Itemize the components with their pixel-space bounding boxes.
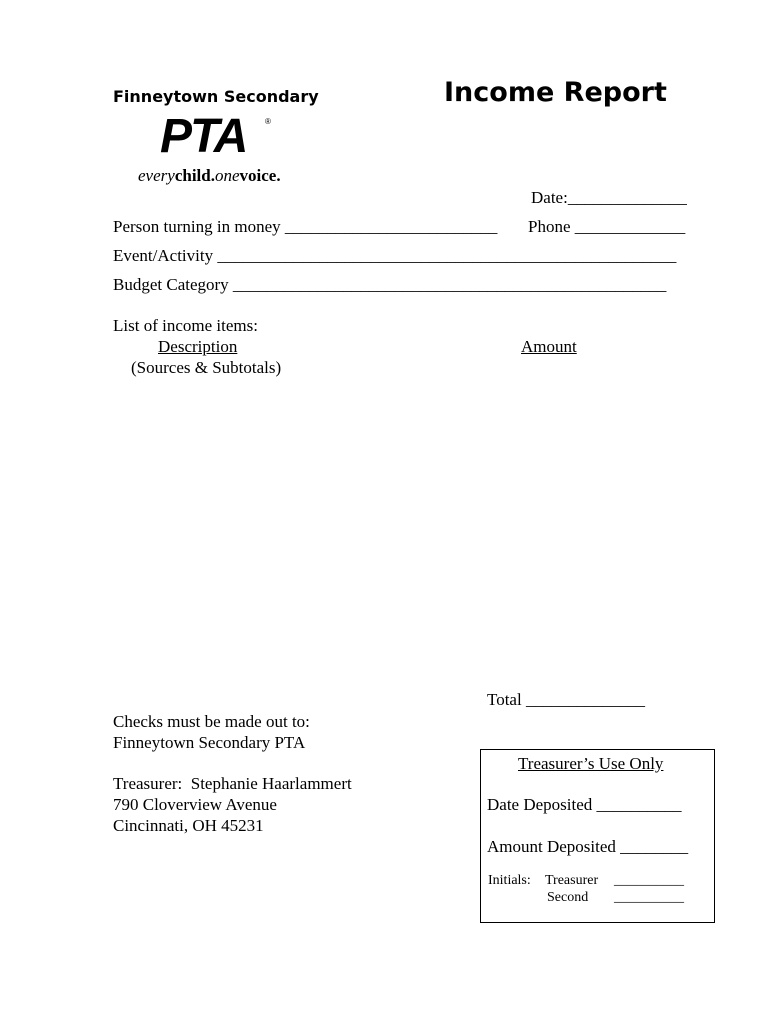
report-title: Income Report (444, 77, 667, 108)
sources-note: (Sources & Subtotals) (131, 358, 282, 377)
person-field[interactable]: Person turning in money _________________________ (113, 217, 498, 236)
initials-second-label: Second (547, 890, 589, 905)
budget-category-field[interactable]: Budget Category ___________________________________________________ (113, 275, 667, 294)
checks-line: Checks must be made out to: (113, 712, 310, 731)
tagline-child: child. (174, 166, 215, 185)
total-field[interactable]: Total ______________ (487, 690, 645, 709)
school-name: Finneytown Secondary (113, 87, 319, 106)
amount-header: Amount (521, 337, 577, 356)
pta-tagline (138, 166, 281, 186)
date-deposited-field[interactable]: Date Deposited __________ (487, 795, 682, 814)
payee: Finneytown Secondary PTA (113, 733, 306, 752)
event-field[interactable]: Event/Activity ______________________________________________________ (113, 246, 677, 265)
address-line-1: 790 Cloverview Avenue (113, 795, 277, 814)
income-list-heading: List of income items: (113, 316, 258, 335)
tagline-voice: voice. (239, 166, 281, 185)
initials-second-line[interactable]: __________ (614, 890, 684, 905)
tagline-every: every (138, 166, 175, 185)
amount-deposited-field[interactable]: Amount Deposited ________ (487, 837, 689, 856)
registered-mark: ® (265, 117, 271, 126)
initials-treasurer-line[interactable]: __________ (614, 873, 684, 888)
pta-logo-text: PTA (160, 110, 247, 163)
date-field[interactable]: Date:______________ (531, 188, 687, 207)
description-header: Description (158, 337, 238, 356)
treasurer-box-title: Treasurer’s Use Only (518, 754, 664, 773)
phone-field[interactable]: Phone _____________ (528, 217, 686, 236)
initials-label: Initials: (488, 873, 531, 888)
initials-treasurer-label: Treasurer (545, 873, 599, 888)
tagline-one: one (214, 166, 240, 185)
address-line-2: Cincinnati, OH 45231 (113, 816, 264, 835)
treasurer-name: Treasurer: Stephanie Haarlammert (113, 774, 352, 793)
